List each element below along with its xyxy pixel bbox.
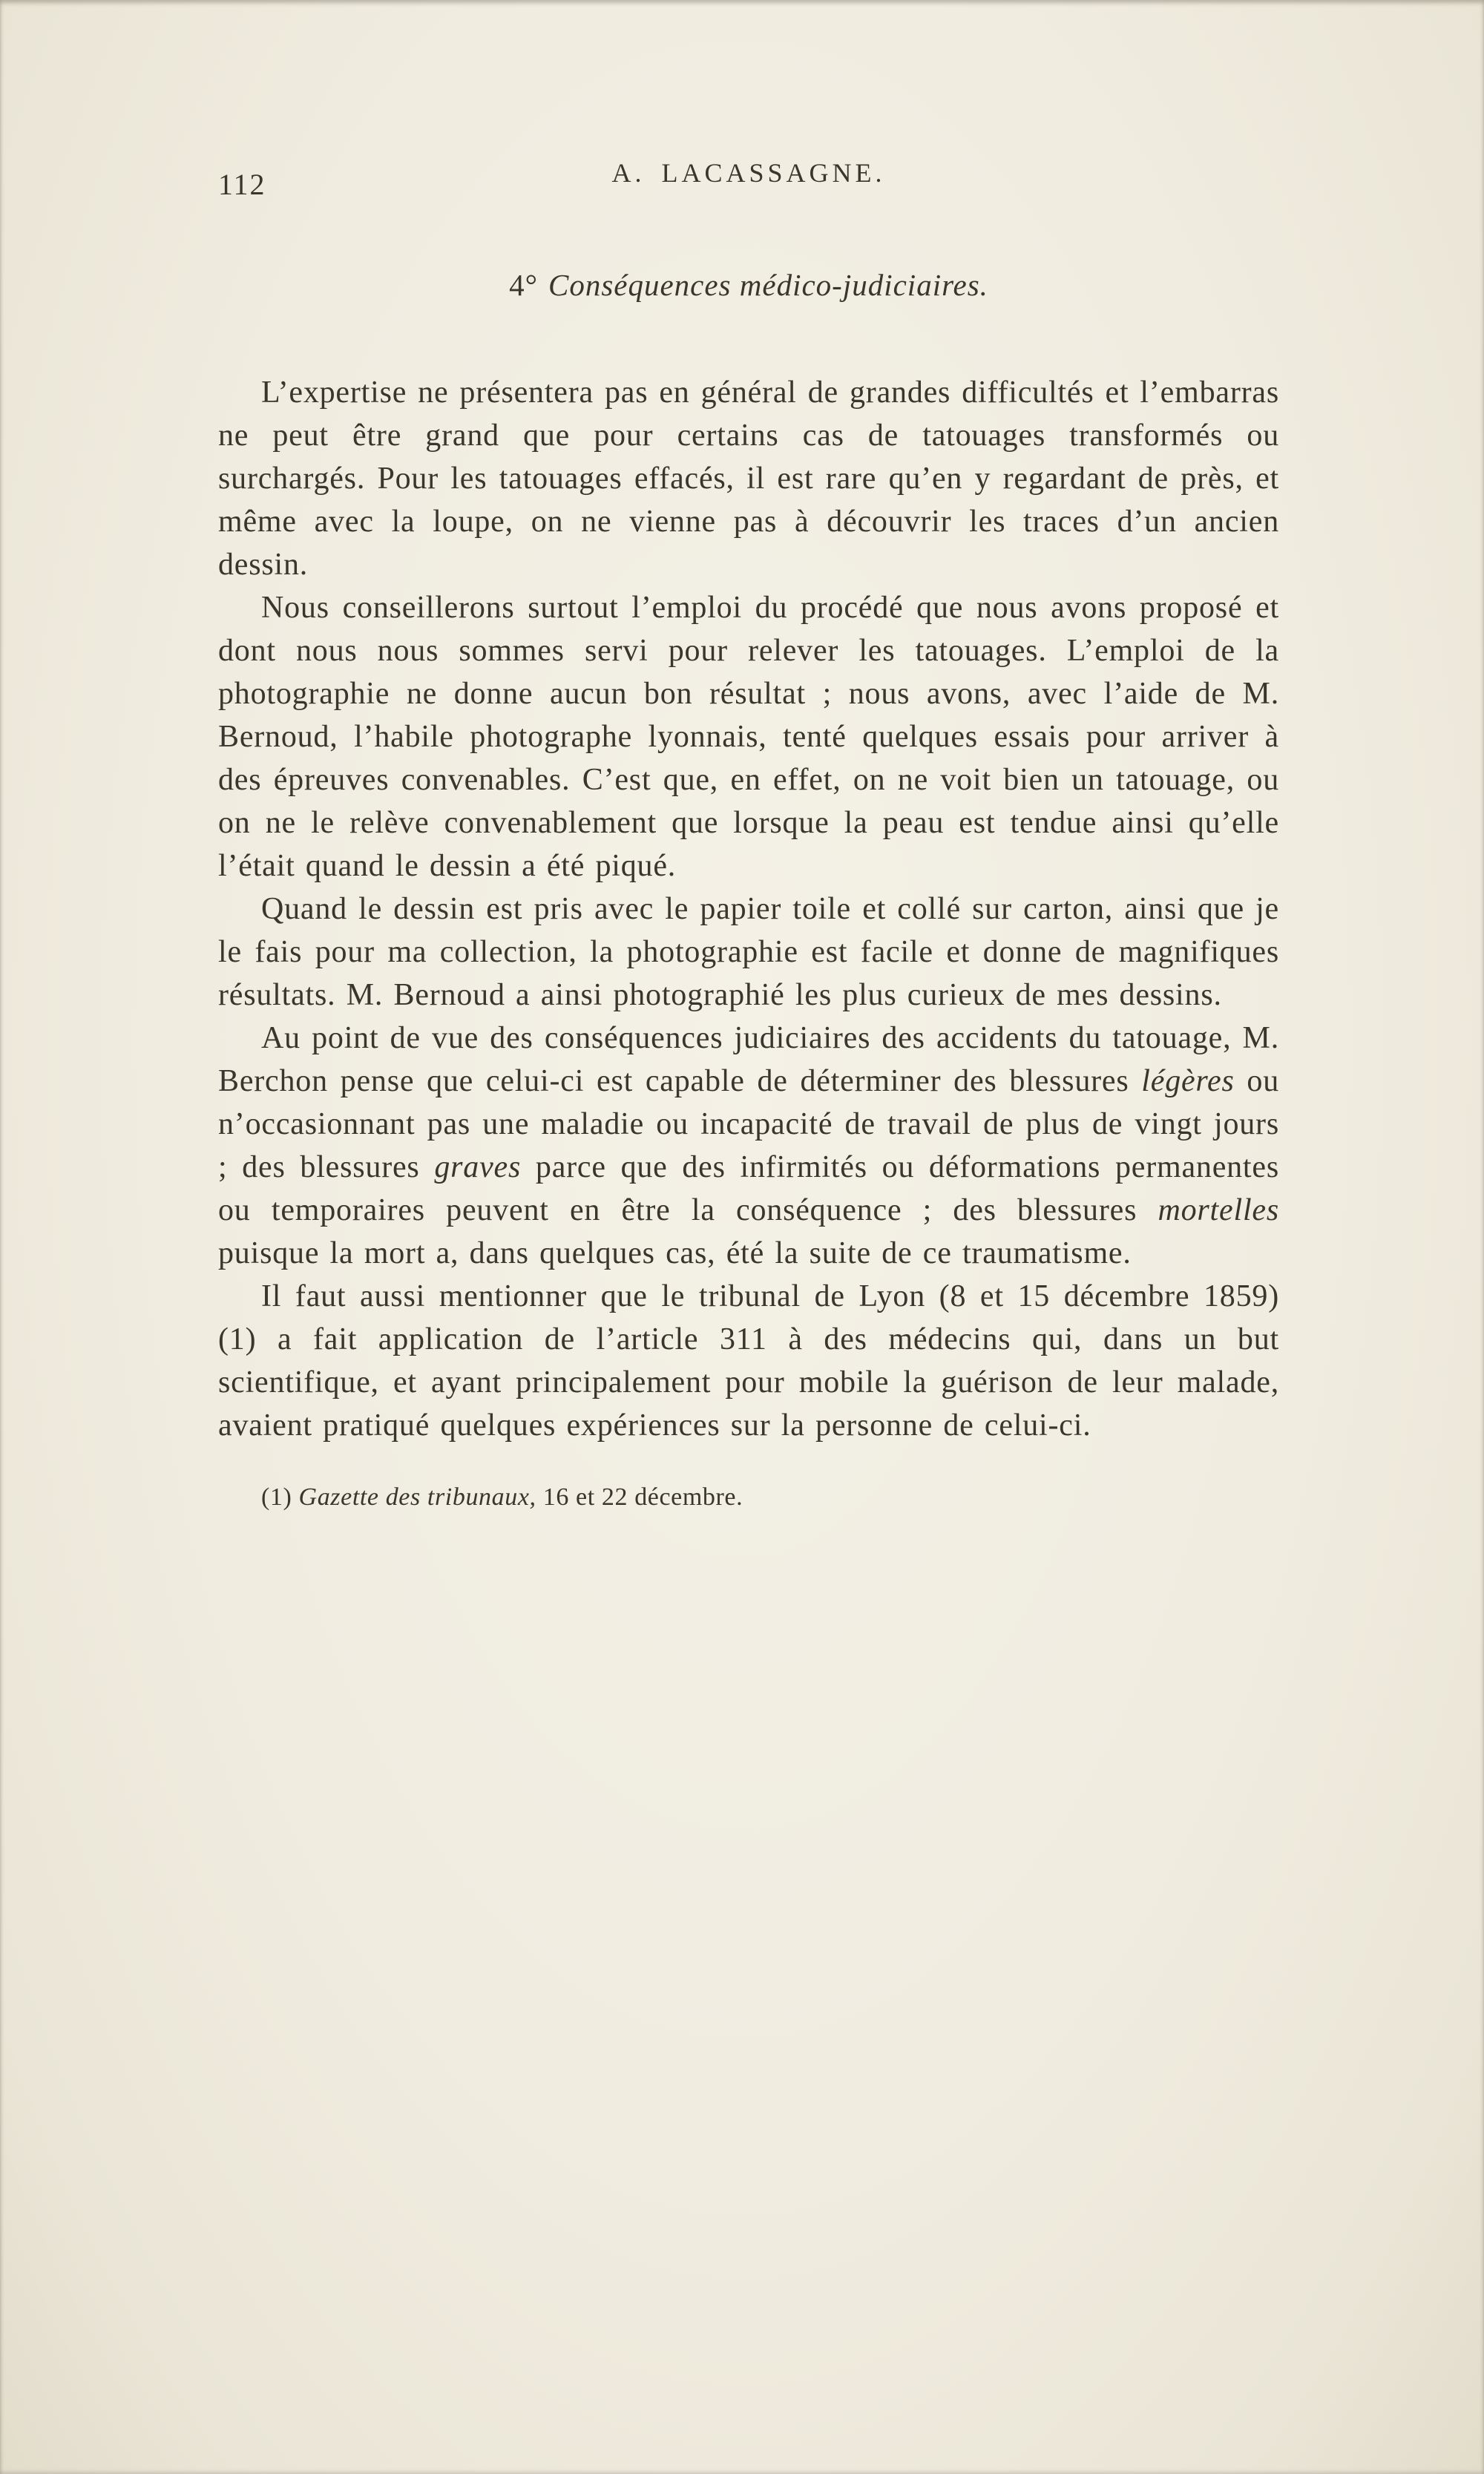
italic-term-legeres: légères	[1141, 1064, 1235, 1098]
text-block	[218, 0, 1279, 1514]
running-title: A. LACASSAGNE.	[611, 158, 886, 188]
page-header	[218, 0, 1279, 202]
footnote-marker: (1)	[261, 1483, 299, 1511]
italic-term-graves: graves	[434, 1150, 522, 1184]
footnote-text: 16 et 22 décembre.	[536, 1483, 743, 1511]
paragraph-4-text-a: Au point de vue des conséquences judiciaires des accidents du tatouage, M. Berchon pense que celui-ci est capable de déterminer des blessures	[218, 1021, 1279, 1098]
page-number: 112	[218, 168, 266, 201]
paragraph-3: Quand le dessin est pris avec le papier toile et collé sur carton, ainsi que je le fais pour ma collection, la photographie est facile et donne de magnifiques résultats. M. Bernoud a ainsi photographié les plus curieux de mes dessins.	[218, 892, 1279, 1012]
section-heading	[218, 267, 1279, 303]
section-numeral: 4°	[509, 268, 538, 302]
paragraph-4-text-c: ou n’occasionnant pas une maladie ou incapacité de travail de plus de vingt jours ; des blessures	[218, 1064, 1279, 1184]
footnote	[218, 1481, 1279, 1514]
paragraph-4-text-g: puisque la mort a, dans quelques cas, été la suite de ce traumatisme.	[218, 1236, 1132, 1270]
italic-term-mortelles: mortelles	[1158, 1193, 1279, 1227]
paragraph-2: Nous conseillerons surtout l’emploi du procédé que nous avons proposé et dont nous nous sommes servi pour relever les tatouages. L’emploi de la photographie ne donne aucun bon résultat ; nous avons, avec l’aide de M. Bernoud, l’habile photographe lyonnais, tenté quelques essais pour arriver à des épreuves convenables. C’est que, en effet, on ne voit bien un tatouage, ou on ne le relève convenablement que lorsque la peau est tendue ainsi qu’elle l’était quand le dessin a été piqué.	[218, 591, 1279, 883]
footnote-source: Gazette des tribunaux,	[298, 1483, 536, 1511]
paragraph-4	[218, 1017, 1279, 1275]
paragraph-1: L’expertise ne présentera pas en général de grandes difficultés et l’embarras ne peut être grand que pour certains cas de tatouages transformés ou surchargés. Pour les tatouages effacés, il est rare qu’en y regardant de près, et même avec la loupe, on ne vienne pas à découvrir les traces d’un ancien dessin.	[218, 375, 1279, 582]
paragraph-4-text-e: parce que des infirmités ou déformations permanentes ou temporaires peuvent en être la conséquence ; des blessures	[218, 1150, 1279, 1227]
section-title: Conséquences médico-judiciaires.	[548, 268, 988, 302]
paragraph-5: Il faut aussi mentionner que le tribunal de Lyon (8 et 15 décembre 1859) (1) a fait application de l’article 311 à des médecins qui, dans un but scientifique, et ayant principalement pour mobile la guérison de leur malade, avaient pratiqué quelques expériences sur la personne de celui-ci.	[218, 1279, 1279, 1443]
